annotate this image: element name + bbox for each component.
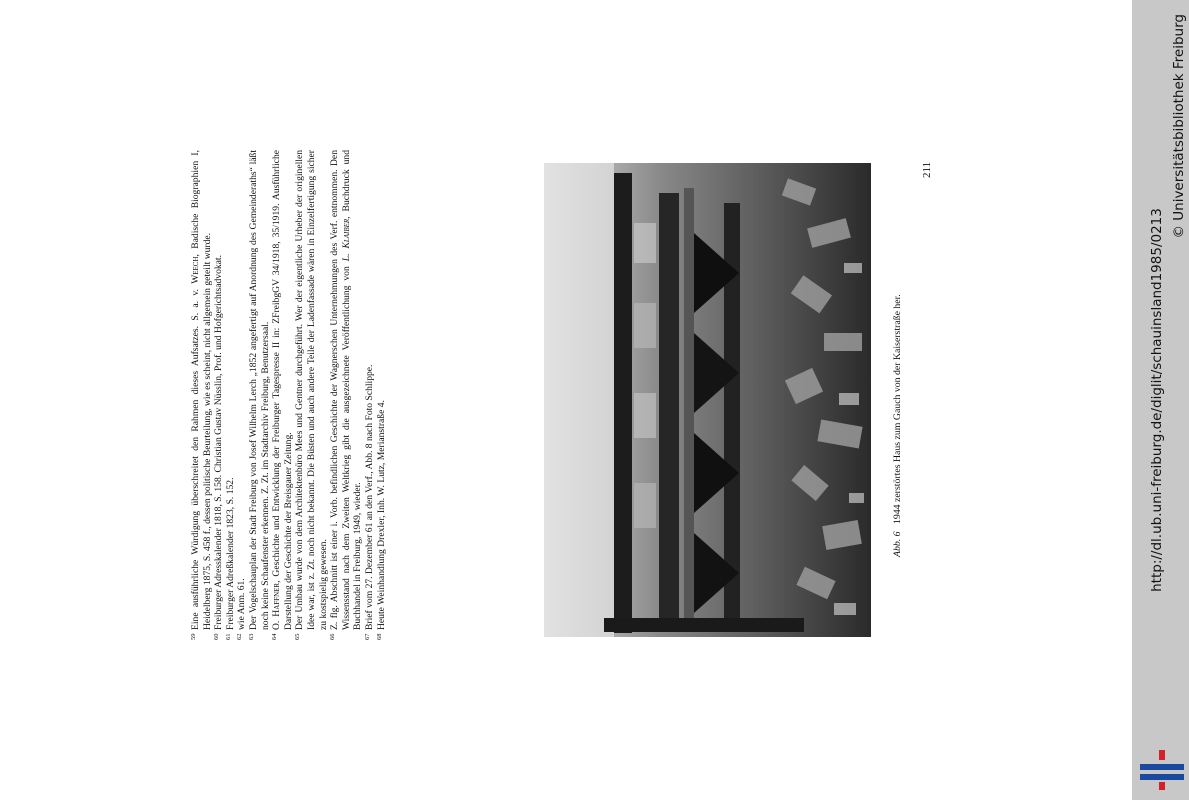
footnote-number: 63 [247, 633, 255, 640]
copyright-notice: © Universitätsbibliothek Freiburg [1171, 14, 1187, 239]
logo-mark-top [1159, 750, 1165, 760]
logo-bar-top [1140, 764, 1184, 770]
university-library-logo [1140, 748, 1184, 790]
footnote-text: Freiburger Adresskalender 1818, S. 158. Christian Gustav Nüsslin, Prof. und Hofgerichtsadvokat. [213, 255, 225, 630]
footnote-number: 61 [224, 633, 232, 640]
footnotes-block [190, 150, 387, 640]
logo-mark-bottom [1159, 782, 1165, 790]
footnote-text: Der Umbau wurde von dem Architektenbüro Mees und Gentner durchgeführt. Wer der eigentliche Urheber der originellen Idee war, ist z. Zt. noch nicht bekannt. Die Büsten und auch andere Teile der Ladenfassade wären in Einzelfertigung sicher zu kostspielig gewesen. [294, 150, 329, 630]
footnote-text: Weech [190, 256, 201, 284]
logo-bar-bottom [1140, 774, 1184, 780]
footnote-text: , Geschichte und Entwicklung der Freiburger Tagespresse II in: ZFreibgGV 34/1918, 35/1919. Ausführliche Darstellung der Geschichte der Breisgauer Zeitung. [271, 150, 294, 630]
footnote-text: Der Vogelschauplan der Stadt Freiburg von Josef Wilhelm Lerch „1852 angefertigt auf Anordnung des Gemeinderaths“ läßt noch keine Schaufenster erkennen. Z. Zt. im Stadtarchiv Freiburg, Benutzersaal. [247, 150, 271, 630]
footnote-60 [213, 150, 225, 640]
footnote-64 [271, 150, 294, 640]
footnote-text: Freiburger Adreßkalender 1823, S. 152. [224, 477, 236, 630]
footnote-66 [329, 150, 364, 640]
footnote-63 [248, 150, 271, 640]
footnote-number: 64 [271, 633, 279, 640]
footnote-62 [236, 150, 248, 640]
caption-label: Abb. 6 [892, 531, 903, 557]
footnote-text: Z. flg. Abschnitt ist einer i. Vorb. befindlichen Geschichte der Wagnerschen Unternehmungen des Verf. entnommen. Den Wissensstand nach dem Zweiten Weltkrieg gibt die ausgezeichnete Veröffentlichung von [329, 150, 352, 630]
footnote-68 [376, 150, 388, 640]
footnote-text: O. [271, 616, 283, 630]
footnote-61 [225, 150, 237, 640]
footnote-number: 62 [236, 633, 244, 640]
footnote-number: 65 [294, 633, 302, 640]
footnote-text: Brief vom 27. Dezember 61 an den Verf., Abb. 8 nach Foto Schlippe. [363, 364, 375, 630]
historical-photo-ruined-house [544, 163, 871, 637]
footnote-67 [364, 150, 376, 640]
library-band-text [1146, 10, 1189, 790]
footnote-65 [294, 150, 329, 640]
footnote-text: Haffner [271, 582, 283, 617]
footnote-number: 60 [213, 633, 221, 640]
footnote-number: 68 [375, 633, 383, 640]
footnote-text: Heute Weinhandlung Drexler, Inh. W. Lutz, Merianstraße 4. [375, 400, 387, 630]
footnote-number: 59 [190, 633, 197, 640]
footnote-59 [190, 150, 213, 640]
footnote-text: , Badische Biographien I, Heidelberg 1875, S. 458 f., dessen politische Beurteilung, wie es scheint, nicht allgemein geteilt wurde. [190, 149, 213, 630]
footnote-text: , Buchdruck und Buchhandel in Freiburg, 1949, wieder. [340, 149, 364, 630]
source-url-link[interactable]: http://dl.ub.uni-freiburg.de/diglit/schauinsland1985/0213 [1149, 208, 1165, 592]
footnote-number: 66 [329, 633, 337, 640]
figure-caption [892, 217, 904, 557]
footnote-text: Eine ausführliche Würdigung überschreitet den Rahmen dieses Aufsatzes. S. a. v. [190, 283, 201, 630]
photo-image [544, 163, 871, 637]
footnote-number: 67 [363, 633, 371, 640]
footnote-text: L. Klaiber [340, 218, 352, 262]
footnote-text: wie Anm. 61. [236, 578, 248, 630]
caption-text: 1944 zerstörtes Haus zum Gauch von der Kaiserstraße her. [892, 294, 903, 525]
page-number: 211 [921, 161, 933, 178]
